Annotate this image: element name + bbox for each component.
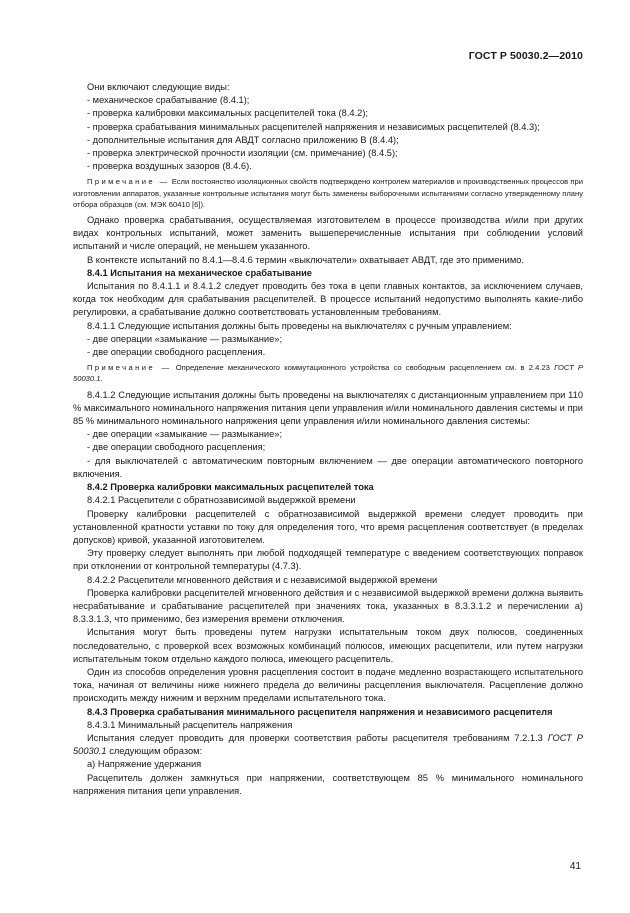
list-item: - проверка срабатывания минимальных расцепителей напряжения и независимых расцепителей (8.4.3); (87, 121, 540, 132)
paragraph: Эту проверку следует выполнять при любой подходящей температуре с введением соответствующих поправок при отклонении от контрольной температуры (4.7.3). (73, 548, 583, 572)
list-item: - механическое срабатывание (8.4.1); (87, 95, 250, 106)
document-body (73, 81, 583, 798)
subsection-heading: 8.4.3.1 Минимальный расцепитель напряжения (87, 719, 293, 730)
paragraph-text: Испытания следует проводить для проверки соответствия работы расцепителя требованиям 7.2.1.3 (87, 732, 548, 743)
paragraph: 8.4.1.2 Следующие испытания должны быть проведены на выключателях с дистанционным управлением при 110 % максимального номинального напряжения питания цепи управления и/или номинального давления системы и при 85 % минимального номинального напряжения цепи управления и/или номинального давления системы: (73, 389, 583, 427)
paragraph (73, 732, 583, 758)
note-paragraph (73, 176, 583, 210)
types-intro: Они включают следующие виды: (87, 82, 230, 92)
note-end: . (100, 374, 103, 384)
list-item: - две операции «замыкание — размыкание»; (87, 429, 283, 440)
note-paragraph (73, 362, 583, 384)
paragraph-text: следующим образом: (106, 746, 203, 757)
paragraph: Испытания могут быть проведены путем нагрузки испытательным током двух полюсов, соединенных последовательно, с проверкой всех возможных комбинаций полюсов, имеющих расцепители, или путем нагрузки испытательным током отдельно каждого полюса, имеющего расцепитель. (73, 627, 583, 664)
note-reference: ГОСТ Р 50030.1 (73, 363, 583, 384)
paragraph: 8.4.1.1 Следующие испытания должны быть проведены на выключателях с ручным управлением: (87, 320, 512, 331)
list-item: - две операции свободного расцепления; (87, 442, 266, 453)
list-item: - проверка электрической прочности изоляции (см. примечание) (8.4.5); (87, 148, 398, 159)
paragraph: В контексте испытаний по 8.4.1—8.4.6 термин «выключатели» охватывает АВДТ, где это применимо. (87, 254, 524, 265)
list-item: - проверка воздушных зазоров (8.4.6). (87, 161, 252, 172)
paragraph: Проверку калибровки расцепителей с обратнозависимой выдержкой времени следует проводить при установленной кратности уставки по току для определения того, что время расцепления соответствует (в пределах допусков) кривой, указанной изготовителем. (73, 508, 583, 545)
paragraph: Один из способов определения уровня расцепления состоит в подаче медленно возрастающего испытательного тока, начиная от величины ниже нижнего предела до величины расцепления выключателя. Расцепление должно происходить между нижним и верхним пределами испытательного тока. (73, 666, 583, 704)
section-heading-8-4-3: 8.4.3 Проверка срабатывания минимального расцепителя напряжения и независимого расцепителя (87, 706, 553, 717)
section-heading-8-4-2: 8.4.2 Проверка калибровки максимальных расцепителей тока (87, 482, 374, 493)
note-lead: Примечание — (87, 363, 172, 373)
note-lead: Примечание — (87, 177, 170, 187)
note-text: Определение механического коммутационного устройства со свободным расцеплением см. в 2.4.23 (171, 363, 555, 373)
standard-reference: ГОСТ Р 50030.1 (73, 732, 583, 757)
list-item: - проверка калибровки максимальных расцепителей тока (8.4.2); (87, 108, 369, 119)
note-text: Если постоянство изоляционных свойств подтверждено контролем материалов и производственных процессов при изготовлении аппаратов, указанные контрольные испытания могут быть заменены выборочными испытаниями согласно утвержденному плану отбора образцов (см. МЭК 60410 [6]). (73, 177, 583, 209)
section-heading-8-4-1: 8.4.1 Испытания на механическое срабатывание (87, 267, 312, 278)
paragraph: Испытания по 8.4.1.1 и 8.4.1.2 следует проводить без тока в цепи главных контактов, за исключением случаев, когда ток необходим для срабатывания расцепителей. В процессе испытаний недопустимо выполнять какие-либо регулировки, а срабатывание должно соответствовать установленным требованиям. (73, 281, 583, 318)
paragraph: а) Напряжение удержания (87, 759, 202, 770)
paragraph: Расцепитель должен замкнуться при напряжении, соответствующем 85 % минимального номинального напряжения питания цепи управления. (73, 772, 583, 796)
list-item: - для выключателей с автоматическим повторным включением — две операции автоматического повторного включения. (73, 455, 583, 479)
list-item: - две операции свободного расцепления. (87, 347, 266, 358)
list-item: - дополнительные испытания для АВДТ согласно приложению В (8.4.4); (87, 134, 399, 145)
paragraph: Однако проверка срабатывания, осуществляемая изготовителем в процессе производства и/или при других видах контрольных испытаний, может заменить вышеперечисленные испытания при соблюдении условий испытаний и числе операций, не меньшем указанного. (73, 215, 583, 252)
subsection-heading: 8.4.2.1 Расцепители с обратнозависимой выдержкой времени (87, 495, 356, 506)
subsection-heading: 8.4.2.2 Расцепители мгновенного действия и с независимой выдержкой времени (87, 574, 438, 585)
paragraph: Проверка калибровки расцепителей мгновенного действия и с независимой выдержкой времени должна выявить несрабатывание и срабатывание расцепителей при значениях тока, указанных в 8.3.3.1.2 и перечислении а) 8.3.3.1.3, что применимо, без измерения времени отключения. (73, 587, 583, 625)
document-header: ГОСТ Р 50030.2—2010 (468, 50, 583, 62)
list-item: - две операции «замыкание — размыкание»; (87, 333, 283, 344)
types-list (73, 94, 583, 173)
page-number: 41 (569, 861, 581, 872)
